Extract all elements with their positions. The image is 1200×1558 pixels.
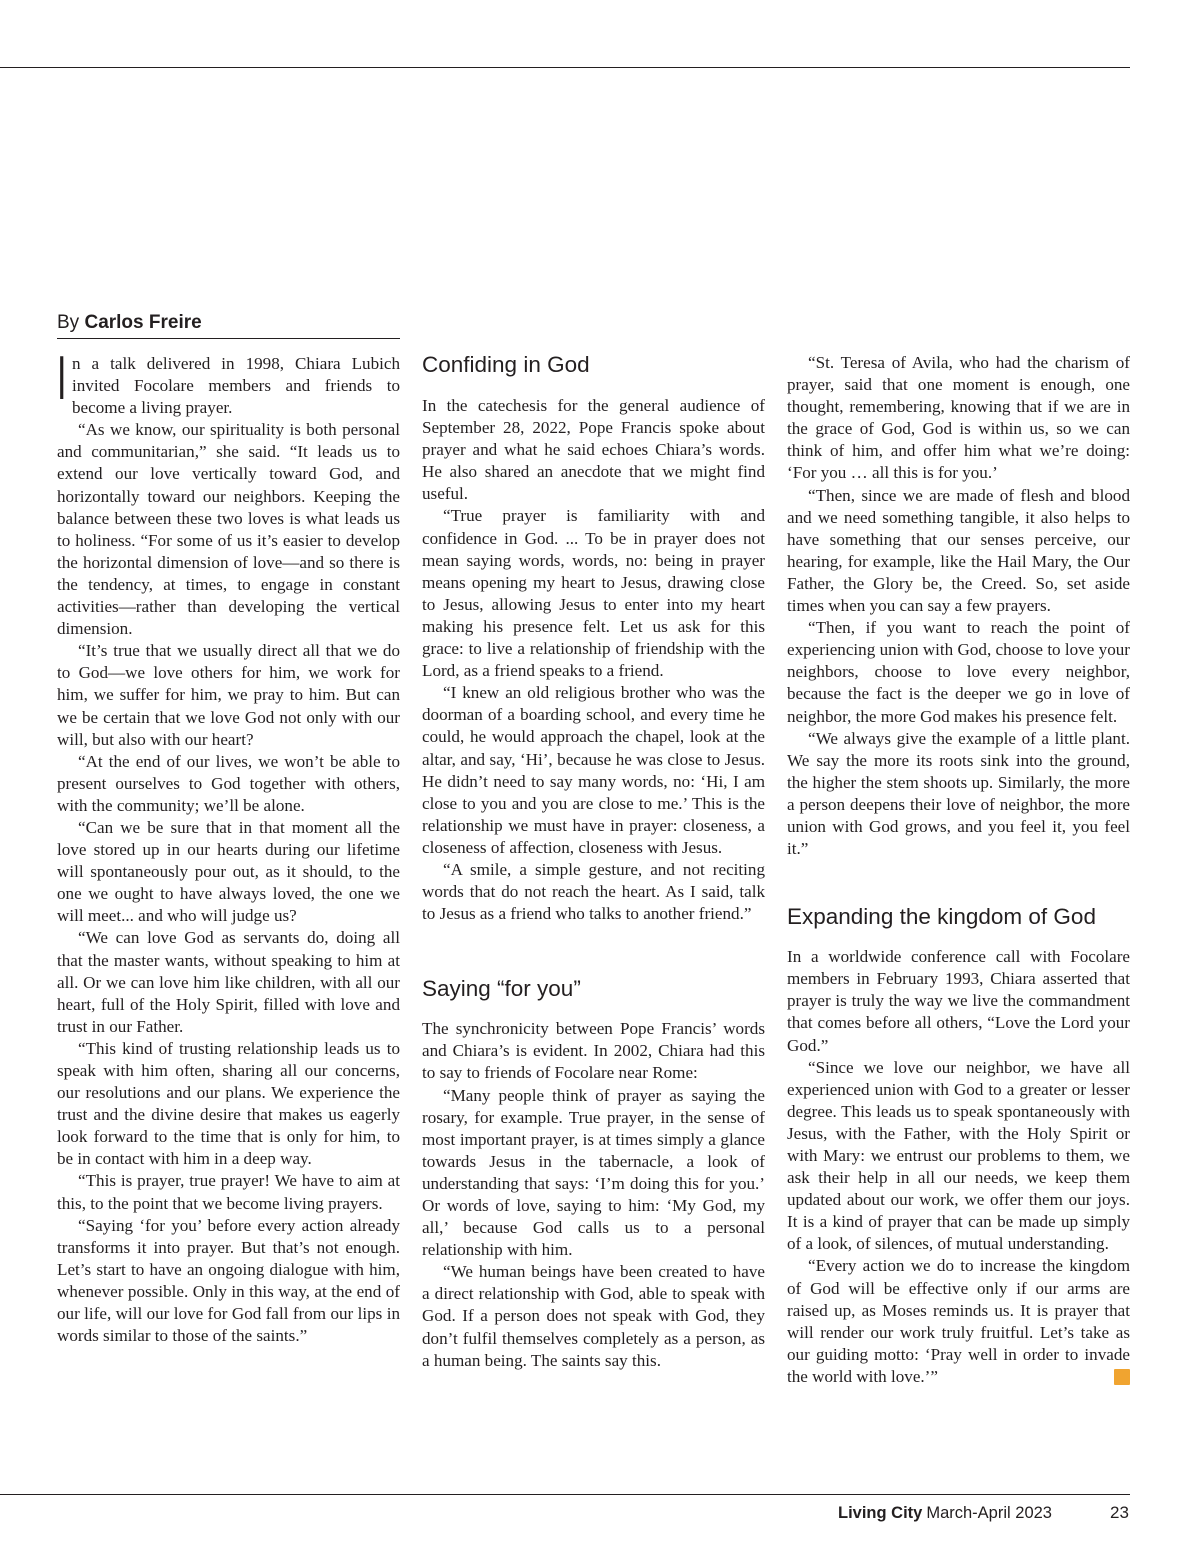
- paragraph: “I knew an old religious brother who was the doorman of a boarding school, and every time he could, he would approach the chapel, look at the altar, and say, ‘Hi’, because he was close to Jesus. He didn’t need to say many words, no: ‘Hi, I am close to you and you are close to me.’ This is the relationship we must have in prayer: closeness, a closeness of affection, closeness with Jesus.: [422, 683, 765, 857]
- paragraph: “This kind of trusting relationship leads us to speak with him often, sharing all our concerns, our resolutions and our plans. We experience the trust and the divine desire that makes us eagerly look forward to the time that is only for him, to be in contact with him in a deep way.: [57, 1038, 400, 1169]
- magazine-name: Living City: [838, 1504, 923, 1522]
- page-footer: [838, 1502, 1130, 1524]
- byline: [57, 310, 400, 339]
- column-2: [422, 310, 765, 1372]
- paragraph: “This is prayer, true prayer! We have to aim at this, to the point that we become living prayers.: [57, 1171, 400, 1213]
- top-rule: [0, 67, 1130, 68]
- paragraph: “Then, since we are made of flesh and blood and we need something tangible, it also helps to have something that our senses perceive, our hearing, for example, like the Hail Mary, the Our Father, the Glory be, the Creed. So, set aside times when you can say a few prayers.: [787, 485, 1130, 616]
- paragraph: In the catechesis for the general audience of September 28, 2022, Pope Francis spoke about prayer and what he said echoes Chiara’s words. He also shared an anecdote that we might find useful.: [422, 396, 765, 504]
- paragraph: “We always give the example of a little plant. We say the more its roots sink into the ground, the higher the stem shoots up. Similarly, the more a person deepens their love of neighbor, the more union with God grows, and you feel it, you feel it.”: [787, 728, 1130, 859]
- paragraph: “It’s true that we usually direct all that we do to God—we love others for him, we work for him, we suffer for him, we pray to him. But can we be certain that we love God not only with our will, but also with our heart?: [57, 641, 400, 749]
- column-1: [57, 310, 400, 1347]
- end-mark-icon: LC: [1114, 1369, 1130, 1385]
- paragraph: “St. Teresa of Avila, who had the charism of prayer, said that one moment is enough, one thought, remembering, knowing that if we are in the grace of God, God is within us, so we can think of him, and offer him what we’re doing: ‘For you … all this is for you.’: [787, 353, 1130, 483]
- paragraph: “As we know, our spirituality is both personal and communitarian,” she said. “It leads us to extend our love vertically toward God, and horizontally toward our neighbors. Keeping the balance between these two loves is what leads us to holiness. “For some of us it’s easier to develop the horizontal dimension of love—and so there is the tendency, at times, to engage in constant activities—rather than developing the vertical dimension.: [57, 420, 400, 639]
- column-3: [787, 310, 1148, 1388]
- drop-cap: I: [57, 344, 67, 413]
- section-heading: Saying “for you”: [422, 976, 581, 1002]
- page-number: 23: [1110, 1503, 1129, 1522]
- bottom-rule: [0, 1494, 1130, 1495]
- intro-paragraph: [57, 344, 400, 419]
- section-heading: Expanding the kingdom of God: [787, 904, 1096, 930]
- final-text: “Every action we do to increase the kingdom of God will be effective only if our arms are raised up, as Moses reminds us. It is prayer that will render our work truly fruitful. Let’s take as our guiding motto: ‘Pray well in order to invade the world with love.’”: [787, 1256, 1130, 1386]
- paragraph: “We can love God as servants do, doing all that the master wants, without speaking to him at all. Or we can love him like children, with all our heart, full of the Holy Spirit, filled with love and trust in our Father.: [57, 928, 400, 1036]
- issue-date: March-April 2023: [926, 1504, 1052, 1522]
- intro-text: n a talk delivered in 1998, Chiara Lubich invited Focolare members and friends to become a living prayer.: [72, 354, 400, 418]
- final-paragraph: [787, 1255, 1148, 1388]
- paragraph: The synchronicity between Pope Francis’ words and Chiara’s is evident. In 2002, Chiara had this to say to friends of Focolare near Rome:: [422, 1019, 765, 1083]
- byline-prefix: By: [57, 312, 80, 333]
- paragraph: “Saying ‘for you’ before every action already transforms it into prayer. But that’s not enough. Let’s start to have an ongoing dialogue with him, whenever possible. Only in this way, at the end of our life, will our love for God fall from our lips in words similar to those of the saints.”: [57, 1215, 400, 1346]
- byline-author: Carlos Freire: [84, 312, 202, 333]
- paragraph: “Then, if you want to reach the point of experiencing union with God, choose to love your neighbors, choose to love every neighbor, because the fact is the deeper we go in love of neighbor, the more God makes his presence felt.: [787, 618, 1130, 726]
- paragraph: “Since we love our neighbor, we have all experienced union with God to a greater or lesser degree. This leads us to speak spontaneously with Jesus, with the Father, with the Holy Spirit or with Mary: we entrust our problems to them, we ask their help in all our needs, we keep them updated about our work, we offer them our joys. It is a kind of prayer that can be made up simply of a look, of silences, of mutual understanding.: [787, 1057, 1130, 1254]
- paragraph: “Many people think of prayer as saying the rosary, for example. True prayer, in the sense of most important prayer, is at times simply a glance towards Jesus in the tabernacle, a look of understanding that says: ‘I’m doing this for you.’ Or words of love, saying to him: ‘My God, my all,’ because God calls us to a personal relationship with him.: [422, 1085, 765, 1260]
- paragraph: “We human beings have been created to have a direct relationship with God, able to speak with God. If a person does not speak with God, they don’t fulfil themselves completely as a person, as a human being. The saints say this.: [422, 1262, 765, 1370]
- paragraph: “True prayer is familiarity with and confidence in God. ... To be in prayer does not mean saying words, words, no: being in prayer means opening my heart to Jesus, drawing close to Jesus, allowing Jesus to enter into my heart making his presence felt. Let us ask for this grace: to live a relationship of friendship with the Lord, as a friend speaks to a friend.: [422, 506, 765, 681]
- paragraph: “Can we be sure that in that moment all the love stored up in our hearts during our lifetime will spontaneously pour out, as it should, to the one we ought to have always loved, the one we will meet... and who will judge us?: [57, 817, 400, 926]
- section-heading: Confiding in God: [422, 352, 590, 377]
- paragraph: “At the end of our lives, we won’t be able to present ourselves to God together with others, with the community; we’ll be alone.: [57, 751, 400, 815]
- paragraph: In a worldwide conference call with Focolare members in February 1993, Chiara asserted that prayer is truly the way we live the commandment that comes before all others, “Love the Lord your God.”: [787, 947, 1130, 1055]
- paragraph: “A smile, a simple gesture, and not reciting words that do not reach the heart. As I said, talk to Jesus as a friend who talks to another friend.”: [422, 859, 765, 924]
